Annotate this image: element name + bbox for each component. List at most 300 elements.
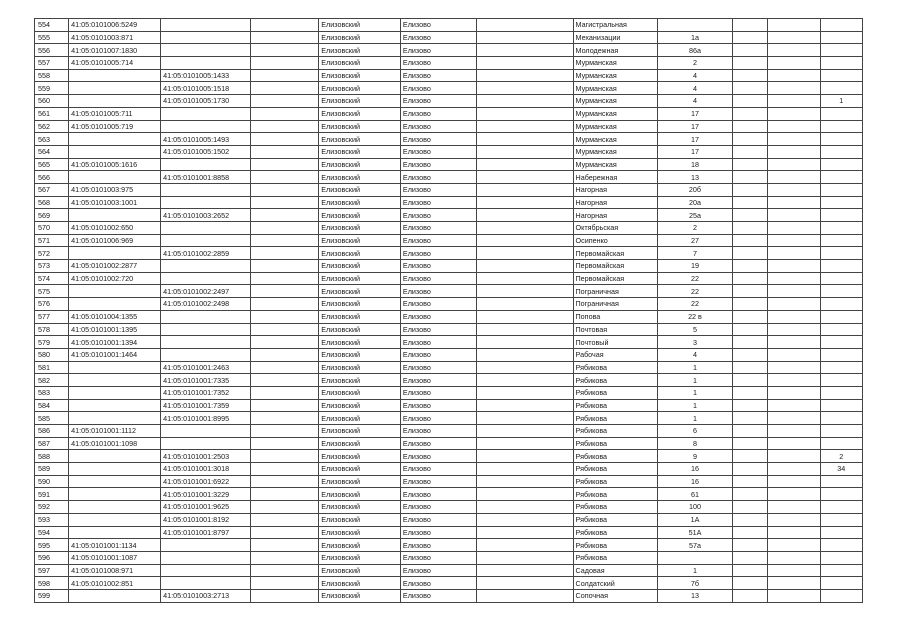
apartment-number-cell bbox=[820, 399, 862, 412]
empty-cell bbox=[732, 399, 767, 412]
city-cell: Елизово bbox=[400, 31, 476, 44]
cadastral-number-alt-cell: 41:05:0101005:1493 bbox=[161, 133, 251, 146]
row-number-cell: 585 bbox=[35, 412, 69, 425]
apartment-number-cell bbox=[820, 310, 862, 323]
cadastral-number-cell: 41:05:0101002:650 bbox=[69, 222, 161, 235]
apartment-number-cell bbox=[820, 247, 862, 260]
empty-cell bbox=[477, 323, 573, 336]
apartment-number-cell bbox=[820, 133, 862, 146]
row-number-cell: 591 bbox=[35, 488, 69, 501]
empty-cell bbox=[767, 196, 820, 209]
cadastral-number-alt-cell: 41:05:0101002:2497 bbox=[161, 285, 251, 298]
empty-cell bbox=[732, 526, 767, 539]
house-number-cell: 16 bbox=[658, 475, 732, 488]
table-row bbox=[35, 463, 863, 476]
street-cell: Рябикова bbox=[573, 551, 658, 564]
table-row bbox=[35, 425, 863, 438]
street-cell: Почтовый bbox=[573, 336, 658, 349]
city-cell: Елизово bbox=[400, 399, 476, 412]
empty-cell bbox=[251, 19, 319, 32]
district-cell: Елизовский bbox=[319, 260, 401, 273]
table-row bbox=[35, 31, 863, 44]
cadastral-number-cell bbox=[69, 412, 161, 425]
empty-cell bbox=[732, 298, 767, 311]
empty-cell bbox=[767, 234, 820, 247]
empty-cell bbox=[477, 145, 573, 158]
row-number-cell: 568 bbox=[35, 196, 69, 209]
city-cell: Елизово bbox=[400, 171, 476, 184]
house-number-cell: 4 bbox=[658, 82, 732, 95]
cadastral-number-alt-cell: 41:05:0101002:2498 bbox=[161, 298, 251, 311]
street-cell: Нагорная bbox=[573, 183, 658, 196]
cadastral-number-alt-cell: 41:05:0101001:7352 bbox=[161, 386, 251, 399]
empty-cell bbox=[477, 120, 573, 133]
house-number-cell: 17 bbox=[658, 133, 732, 146]
district-cell: Елизовский bbox=[319, 564, 401, 577]
empty-cell bbox=[251, 247, 319, 260]
street-cell: Мурманская bbox=[573, 107, 658, 120]
empty-cell bbox=[251, 183, 319, 196]
empty-cell bbox=[251, 425, 319, 438]
district-cell: Елизовский bbox=[319, 298, 401, 311]
house-number-cell: 13 bbox=[658, 171, 732, 184]
apartment-number-cell bbox=[820, 196, 862, 209]
district-cell: Елизовский bbox=[319, 234, 401, 247]
district-cell: Елизовский bbox=[319, 374, 401, 387]
table-row bbox=[35, 374, 863, 387]
empty-cell bbox=[251, 133, 319, 146]
empty-cell bbox=[477, 260, 573, 273]
apartment-number-cell bbox=[820, 69, 862, 82]
empty-cell bbox=[767, 95, 820, 108]
cadastral-number-alt-cell bbox=[161, 57, 251, 70]
cadastral-number-alt-cell bbox=[161, 323, 251, 336]
apartment-number-cell bbox=[820, 323, 862, 336]
empty-cell bbox=[477, 69, 573, 82]
apartment-number-cell: 34 bbox=[820, 463, 862, 476]
empty-cell bbox=[732, 475, 767, 488]
empty-cell bbox=[767, 183, 820, 196]
table-row bbox=[35, 95, 863, 108]
cadastral-number-cell: 41:05:0101005:714 bbox=[69, 57, 161, 70]
empty-cell bbox=[251, 222, 319, 235]
house-number-cell: 100 bbox=[658, 501, 732, 514]
street-cell: Осипенко bbox=[573, 234, 658, 247]
table-row bbox=[35, 120, 863, 133]
empty-cell bbox=[732, 450, 767, 463]
city-cell: Елизово bbox=[400, 488, 476, 501]
empty-cell bbox=[732, 425, 767, 438]
street-cell: Октябрьская bbox=[573, 222, 658, 235]
district-cell: Елизовский bbox=[319, 310, 401, 323]
row-number-cell: 566 bbox=[35, 171, 69, 184]
house-number-cell: 1 bbox=[658, 361, 732, 374]
street-cell: Рябикова bbox=[573, 488, 658, 501]
house-number-cell: 5 bbox=[658, 323, 732, 336]
cadastral-number-alt-cell bbox=[161, 44, 251, 57]
cadastral-number-cell: 41:05:0101001:1098 bbox=[69, 437, 161, 450]
city-cell: Елизово bbox=[400, 425, 476, 438]
district-cell: Елизовский bbox=[319, 133, 401, 146]
empty-cell bbox=[732, 437, 767, 450]
empty-cell bbox=[767, 145, 820, 158]
row-number-cell: 561 bbox=[35, 107, 69, 120]
cadastral-number-cell: 41:05:0101006:969 bbox=[69, 234, 161, 247]
apartment-number-cell bbox=[820, 31, 862, 44]
empty-cell bbox=[767, 310, 820, 323]
empty-cell bbox=[732, 247, 767, 260]
row-number-cell: 555 bbox=[35, 31, 69, 44]
house-number-cell: 2 bbox=[658, 57, 732, 70]
empty-cell bbox=[767, 374, 820, 387]
street-cell: Рябикова bbox=[573, 475, 658, 488]
empty-cell bbox=[767, 348, 820, 361]
cadastral-number-alt-cell bbox=[161, 120, 251, 133]
house-number-cell: 9 bbox=[658, 450, 732, 463]
street-cell: Мурманская bbox=[573, 69, 658, 82]
empty-cell bbox=[732, 95, 767, 108]
empty-cell bbox=[767, 513, 820, 526]
table-row bbox=[35, 526, 863, 539]
cadastral-number-cell: 41:05:0101001:1395 bbox=[69, 323, 161, 336]
empty-cell bbox=[767, 82, 820, 95]
city-cell: Елизово bbox=[400, 260, 476, 273]
city-cell: Елизово bbox=[400, 361, 476, 374]
cadastral-number-cell bbox=[69, 95, 161, 108]
empty-cell bbox=[477, 222, 573, 235]
document-sheet bbox=[34, 18, 863, 603]
empty-cell bbox=[251, 437, 319, 450]
cadastral-number-alt-cell: 41:05:0101005:1518 bbox=[161, 82, 251, 95]
table-row bbox=[35, 222, 863, 235]
house-number-cell bbox=[658, 551, 732, 564]
street-cell: Попова bbox=[573, 310, 658, 323]
empty-cell bbox=[732, 310, 767, 323]
city-cell: Елизово bbox=[400, 95, 476, 108]
empty-cell bbox=[732, 589, 767, 602]
district-cell: Елизовский bbox=[319, 120, 401, 133]
cadastral-number-cell bbox=[69, 298, 161, 311]
city-cell: Елизово bbox=[400, 463, 476, 476]
table-row bbox=[35, 44, 863, 57]
house-number-cell: 2 bbox=[658, 222, 732, 235]
empty-cell bbox=[767, 44, 820, 57]
house-number-cell: 6 bbox=[658, 425, 732, 438]
city-cell: Елизово bbox=[400, 234, 476, 247]
table-row bbox=[35, 107, 863, 120]
empty-cell bbox=[767, 171, 820, 184]
row-number-cell: 595 bbox=[35, 539, 69, 552]
empty-cell bbox=[477, 386, 573, 399]
empty-cell bbox=[251, 513, 319, 526]
street-cell: Первомайская bbox=[573, 272, 658, 285]
empty-cell bbox=[767, 551, 820, 564]
empty-cell bbox=[767, 19, 820, 32]
empty-cell bbox=[732, 501, 767, 514]
empty-cell bbox=[732, 171, 767, 184]
empty-cell bbox=[767, 69, 820, 82]
district-cell: Елизовский bbox=[319, 183, 401, 196]
empty-cell bbox=[477, 475, 573, 488]
row-number-cell: 589 bbox=[35, 463, 69, 476]
empty-cell bbox=[732, 285, 767, 298]
apartment-number-cell bbox=[820, 234, 862, 247]
empty-cell bbox=[732, 82, 767, 95]
empty-cell bbox=[732, 120, 767, 133]
house-number-cell: 20а bbox=[658, 196, 732, 209]
empty-cell bbox=[477, 196, 573, 209]
house-number-cell: 19 bbox=[658, 260, 732, 273]
table-row bbox=[35, 323, 863, 336]
cadastral-number-alt-cell: 41:05:0101001:2463 bbox=[161, 361, 251, 374]
cadastral-number-alt-cell bbox=[161, 260, 251, 273]
table-row bbox=[35, 69, 863, 82]
house-number-cell: 1 bbox=[658, 374, 732, 387]
row-number-cell: 572 bbox=[35, 247, 69, 260]
cadastral-number-alt-cell: 41:05:0101001:7359 bbox=[161, 399, 251, 412]
cadastral-number-alt-cell: 41:05:0101001:3229 bbox=[161, 488, 251, 501]
city-cell: Елизово bbox=[400, 285, 476, 298]
empty-cell bbox=[732, 348, 767, 361]
district-cell: Елизовский bbox=[319, 19, 401, 32]
apartment-number-cell bbox=[820, 361, 862, 374]
table-row bbox=[35, 501, 863, 514]
empty-cell bbox=[477, 577, 573, 590]
cadastral-number-alt-cell bbox=[161, 183, 251, 196]
apartment-number-cell bbox=[820, 272, 862, 285]
table-row bbox=[35, 247, 863, 260]
row-number-cell: 588 bbox=[35, 450, 69, 463]
empty-cell bbox=[477, 336, 573, 349]
apartment-number-cell bbox=[820, 513, 862, 526]
city-cell: Елизово bbox=[400, 450, 476, 463]
house-number-cell: 4 bbox=[658, 348, 732, 361]
district-cell: Елизовский bbox=[319, 95, 401, 108]
district-cell: Елизовский bbox=[319, 361, 401, 374]
empty-cell bbox=[767, 437, 820, 450]
cadastral-number-cell: 41:05:0101001:1464 bbox=[69, 348, 161, 361]
district-cell: Елизовский bbox=[319, 272, 401, 285]
cadastral-number-alt-cell: 41:05:0101003:2652 bbox=[161, 209, 251, 222]
row-number-cell: 554 bbox=[35, 19, 69, 32]
street-cell: Почтовая bbox=[573, 323, 658, 336]
empty-cell bbox=[477, 158, 573, 171]
table-row bbox=[35, 513, 863, 526]
empty-cell bbox=[251, 539, 319, 552]
empty-cell bbox=[767, 285, 820, 298]
empty-cell bbox=[732, 158, 767, 171]
table-row bbox=[35, 564, 863, 577]
city-cell: Елизово bbox=[400, 577, 476, 590]
table-row bbox=[35, 386, 863, 399]
cadastral-number-cell bbox=[69, 386, 161, 399]
district-cell: Елизовский bbox=[319, 323, 401, 336]
district-cell: Елизовский bbox=[319, 222, 401, 235]
row-number-cell: 592 bbox=[35, 501, 69, 514]
city-cell: Елизово bbox=[400, 412, 476, 425]
empty-cell bbox=[732, 577, 767, 590]
table-row bbox=[35, 196, 863, 209]
cadastral-number-alt-cell: 41:05:0101002:2859 bbox=[161, 247, 251, 260]
empty-cell bbox=[477, 247, 573, 260]
apartment-number-cell bbox=[820, 171, 862, 184]
street-cell: Пограничная bbox=[573, 285, 658, 298]
cadastral-number-alt-cell: 41:05:0101001:8995 bbox=[161, 412, 251, 425]
row-number-cell: 598 bbox=[35, 577, 69, 590]
apartment-number-cell bbox=[820, 526, 862, 539]
empty-cell bbox=[251, 171, 319, 184]
table-row bbox=[35, 19, 863, 32]
row-number-cell: 562 bbox=[35, 120, 69, 133]
street-cell: Мурманская bbox=[573, 95, 658, 108]
cadastral-number-alt-cell: 41:05:0101005:1433 bbox=[161, 69, 251, 82]
empty-cell bbox=[251, 69, 319, 82]
district-cell: Елизовский bbox=[319, 57, 401, 70]
apartment-number-cell bbox=[820, 285, 862, 298]
empty-cell bbox=[251, 361, 319, 374]
empty-cell bbox=[767, 133, 820, 146]
city-cell: Елизово bbox=[400, 513, 476, 526]
empty-cell bbox=[767, 475, 820, 488]
district-cell: Елизовский bbox=[319, 412, 401, 425]
cadastral-number-cell: 41:05:0101003:871 bbox=[69, 31, 161, 44]
row-number-cell: 560 bbox=[35, 95, 69, 108]
empty-cell bbox=[477, 348, 573, 361]
city-cell: Елизово bbox=[400, 19, 476, 32]
empty-cell bbox=[732, 551, 767, 564]
cadastral-number-alt-cell: 41:05:0101005:1502 bbox=[161, 145, 251, 158]
empty-cell bbox=[732, 19, 767, 32]
row-number-cell: 557 bbox=[35, 57, 69, 70]
street-cell: Рябикова bbox=[573, 463, 658, 476]
cadastral-number-cell bbox=[69, 589, 161, 602]
empty-cell bbox=[477, 19, 573, 32]
city-cell: Елизово bbox=[400, 82, 476, 95]
apartment-number-cell bbox=[820, 107, 862, 120]
table-row bbox=[35, 82, 863, 95]
street-cell: Рябикова bbox=[573, 399, 658, 412]
empty-cell bbox=[767, 260, 820, 273]
empty-cell bbox=[251, 120, 319, 133]
house-number-cell: 22 bbox=[658, 272, 732, 285]
district-cell: Елизовский bbox=[319, 82, 401, 95]
cadastral-number-alt-cell bbox=[161, 272, 251, 285]
empty-cell bbox=[251, 285, 319, 298]
city-cell: Елизово bbox=[400, 564, 476, 577]
empty-cell bbox=[251, 44, 319, 57]
district-cell: Елизовский bbox=[319, 386, 401, 399]
cadastral-number-cell: 41:05:0101002:2877 bbox=[69, 260, 161, 273]
house-number-cell: 27 bbox=[658, 234, 732, 247]
street-cell: Рябикова bbox=[573, 450, 658, 463]
table-row bbox=[35, 310, 863, 323]
empty-cell bbox=[767, 209, 820, 222]
cadastral-number-cell: 41:05:0101006:5249 bbox=[69, 19, 161, 32]
empty-cell bbox=[732, 463, 767, 476]
street-cell: Рябикова bbox=[573, 501, 658, 514]
street-cell: Рябикова bbox=[573, 526, 658, 539]
street-cell: Сопочная bbox=[573, 589, 658, 602]
city-cell: Елизово bbox=[400, 386, 476, 399]
cadastral-number-cell bbox=[69, 209, 161, 222]
empty-cell bbox=[251, 234, 319, 247]
house-number-cell: 13 bbox=[658, 589, 732, 602]
table-row bbox=[35, 145, 863, 158]
empty-cell bbox=[477, 183, 573, 196]
empty-cell bbox=[251, 209, 319, 222]
house-number-cell: 7 bbox=[658, 247, 732, 260]
table-row bbox=[35, 361, 863, 374]
empty-cell bbox=[732, 222, 767, 235]
empty-cell bbox=[767, 488, 820, 501]
table-row bbox=[35, 209, 863, 222]
city-cell: Елизово bbox=[400, 310, 476, 323]
house-number-cell: 7б bbox=[658, 577, 732, 590]
cadastral-number-cell bbox=[69, 463, 161, 476]
cadastral-number-alt-cell bbox=[161, 564, 251, 577]
cadastral-number-alt-cell bbox=[161, 539, 251, 552]
empty-cell bbox=[251, 564, 319, 577]
empty-cell bbox=[477, 551, 573, 564]
empty-cell bbox=[767, 463, 820, 476]
empty-cell bbox=[732, 183, 767, 196]
empty-cell bbox=[732, 323, 767, 336]
cadastral-number-alt-cell bbox=[161, 19, 251, 32]
city-cell: Елизово bbox=[400, 44, 476, 57]
row-number-cell: 559 bbox=[35, 82, 69, 95]
house-number-cell: 16 bbox=[658, 463, 732, 476]
empty-cell bbox=[767, 399, 820, 412]
empty-cell bbox=[732, 209, 767, 222]
city-cell: Елизово bbox=[400, 374, 476, 387]
table-row bbox=[35, 539, 863, 552]
cadastral-number-cell: 41:05:0101003:975 bbox=[69, 183, 161, 196]
empty-cell bbox=[732, 336, 767, 349]
empty-cell bbox=[477, 513, 573, 526]
empty-cell bbox=[767, 450, 820, 463]
row-number-cell: 577 bbox=[35, 310, 69, 323]
apartment-number-cell bbox=[820, 120, 862, 133]
empty-cell bbox=[477, 95, 573, 108]
table-row bbox=[35, 234, 863, 247]
city-cell: Елизово bbox=[400, 196, 476, 209]
empty-cell bbox=[767, 564, 820, 577]
city-cell: Елизово bbox=[400, 222, 476, 235]
empty-cell bbox=[477, 107, 573, 120]
cadastral-number-cell: 41:05:0101002:851 bbox=[69, 577, 161, 590]
row-number-cell: 590 bbox=[35, 475, 69, 488]
house-number-cell bbox=[658, 19, 732, 32]
apartment-number-cell bbox=[820, 44, 862, 57]
empty-cell bbox=[477, 450, 573, 463]
empty-cell bbox=[732, 412, 767, 425]
street-cell: Рябикова bbox=[573, 425, 658, 438]
empty-cell bbox=[732, 133, 767, 146]
empty-cell bbox=[251, 589, 319, 602]
apartment-number-cell bbox=[820, 551, 862, 564]
street-cell: Первомайская bbox=[573, 260, 658, 273]
apartment-number-cell bbox=[820, 336, 862, 349]
street-cell: Мурманская bbox=[573, 82, 658, 95]
city-cell: Елизово bbox=[400, 475, 476, 488]
street-cell: Мурманская bbox=[573, 133, 658, 146]
cadastral-number-alt-cell: 41:05:0101001:2503 bbox=[161, 450, 251, 463]
empty-cell bbox=[251, 348, 319, 361]
district-cell: Елизовский bbox=[319, 526, 401, 539]
street-cell: Механизации bbox=[573, 31, 658, 44]
empty-cell bbox=[767, 425, 820, 438]
empty-cell bbox=[251, 323, 319, 336]
